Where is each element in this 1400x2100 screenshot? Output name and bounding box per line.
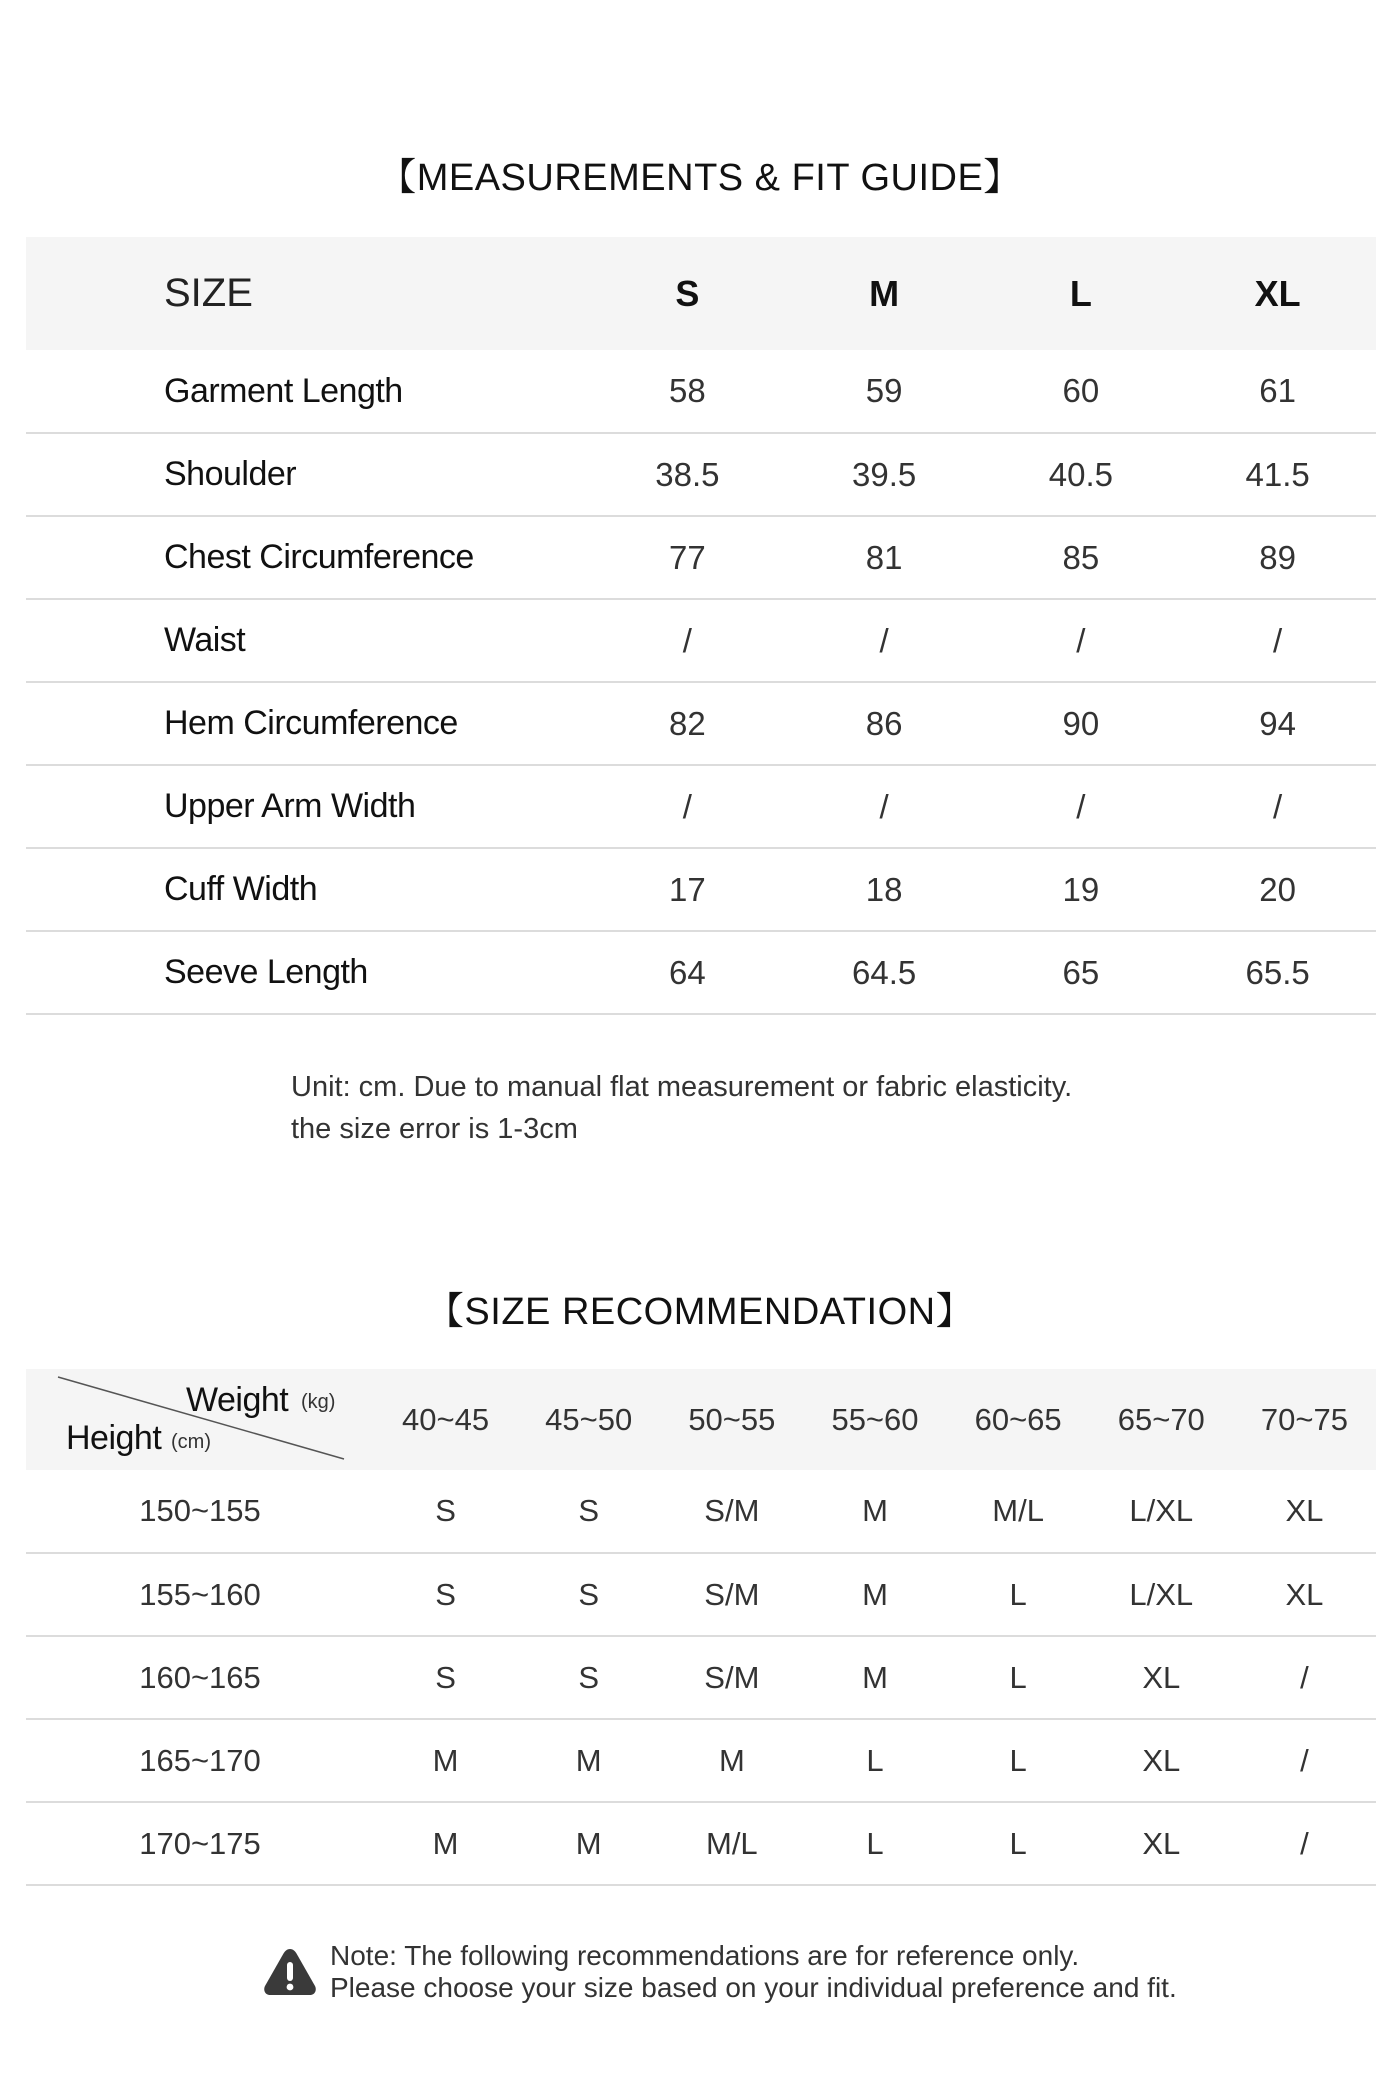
recommended-size: S: [578, 1493, 600, 1528]
recommendation-title: 【SIZE RECOMMENDATION】: [425, 1291, 975, 1333]
measurement-value: /: [1076, 787, 1086, 825]
measurement-value: 81: [865, 538, 903, 576]
measurement-value: 61: [1259, 372, 1296, 409]
reference-note: [262, 1940, 1177, 2004]
recommended-size: L/XL: [1129, 1493, 1194, 1528]
table-row: [26, 931, 1376, 1014]
note-line: Please choose your size based on your individual preference and fit.: [330, 1972, 1177, 2003]
weight-range: 45~50: [545, 1401, 633, 1437]
recommended-size: M/L: [706, 1825, 758, 1861]
measurement-value: 60: [1062, 372, 1100, 409]
height-range: 155~160: [139, 1576, 261, 1612]
measurement-label: Hem Circumference: [164, 704, 458, 742]
size-header: SIZE: [164, 271, 253, 315]
measurements-title: 【MEASUREMENTS & FIT GUIDE】: [378, 157, 1022, 199]
table-row: [26, 1553, 1376, 1636]
measurement-value: /: [1273, 787, 1283, 825]
measurement-value: 58: [669, 372, 706, 409]
measurement-value: 38.5: [655, 455, 720, 493]
recommended-size: M: [862, 1493, 888, 1528]
measurement-value: 86: [865, 704, 903, 742]
recommended-size: S: [435, 1576, 456, 1612]
weight-range: 70~75: [1260, 1401, 1348, 1437]
recommendation-header-row: [26, 1369, 1376, 1470]
recommended-size: M: [718, 1742, 745, 1778]
height-range: 150~155: [139, 1493, 261, 1528]
recommended-size: XL: [1142, 1659, 1181, 1695]
recommended-size: M: [432, 1825, 459, 1861]
measurement-label: Cuff Width: [164, 870, 318, 908]
measurement-value: 59: [865, 372, 903, 409]
recommended-size: S: [578, 1576, 600, 1612]
measurements-table: [26, 237, 1376, 1015]
table-row: [26, 1802, 1376, 1885]
measurements-header-row: [26, 237, 1376, 350]
measurement-value: 65: [1062, 953, 1100, 991]
corner-header: [26, 1369, 374, 1470]
height-label: Height: [66, 1419, 162, 1457]
unit-note: [291, 1066, 1072, 1150]
weight-range: 55~60: [831, 1401, 919, 1437]
table-row: [26, 1470, 1376, 1553]
measurement-label: Chest Circumference: [164, 538, 474, 576]
recommendation-table: [26, 1369, 1376, 1886]
measurement-value: 85: [1062, 538, 1100, 576]
recommended-size: S/M: [704, 1493, 760, 1528]
weight-range: 65~70: [1117, 1401, 1205, 1437]
weight-range: 60~65: [974, 1401, 1062, 1437]
size-col-m: M: [869, 272, 900, 314]
warning-icon: [262, 1946, 318, 1998]
measurement-value: 89: [1259, 538, 1296, 576]
table-row: [26, 350, 1376, 433]
recommended-size: L: [1009, 1576, 1027, 1612]
measurement-value: /: [879, 787, 889, 825]
measurement-value: 39.5: [852, 455, 917, 493]
measurement-label: Seeve Length: [164, 953, 368, 991]
measurement-label: Waist: [164, 621, 246, 659]
measurement-value: 20: [1259, 870, 1296, 908]
measurement-value: /: [1273, 621, 1283, 659]
recommended-size: S/M: [704, 1576, 760, 1612]
measurement-value: /: [682, 787, 692, 825]
recommended-size: M: [862, 1659, 888, 1695]
recommended-size: /: [1300, 1825, 1309, 1861]
unit-note-line: the size error is 1-3cm: [291, 1113, 578, 1145]
recommended-size: XL: [1285, 1493, 1324, 1528]
weight-range: 40~45: [402, 1401, 490, 1437]
recommended-size: L: [1009, 1742, 1027, 1778]
measurement-value: 94: [1259, 704, 1296, 742]
recommended-size: M: [862, 1576, 888, 1612]
recommended-size: S: [578, 1659, 600, 1695]
recommended-size: XL: [1142, 1825, 1181, 1861]
recommended-size: M: [432, 1742, 459, 1778]
recommended-size: L: [866, 1742, 884, 1778]
measurement-value: /: [682, 621, 692, 659]
unit-note-line: Unit: cm. Due to manual flat measurement or fabric elasticity.: [291, 1071, 1073, 1103]
measurement-value: 65.5: [1245, 953, 1310, 991]
height-range: 170~175: [139, 1825, 261, 1861]
measurement-label: Garment Length: [164, 371, 403, 410]
measurement-label: Shoulder: [164, 455, 297, 493]
recommended-size: /: [1300, 1659, 1309, 1695]
recommended-size: M: [575, 1825, 602, 1861]
height-range: 165~170: [139, 1742, 261, 1778]
recommended-size: /: [1300, 1742, 1309, 1778]
recommended-size: S: [435, 1659, 456, 1695]
height-range: 160~165: [139, 1659, 261, 1695]
measurement-value: 17: [669, 870, 706, 908]
recommended-size: S: [435, 1493, 456, 1528]
note-line: Note: The following recommendations are for reference only.: [330, 1940, 1080, 1971]
table-row: [26, 599, 1376, 682]
table-row: [26, 516, 1376, 599]
recommended-size: XL: [1285, 1576, 1324, 1612]
recommended-size: XL: [1142, 1742, 1181, 1778]
measurement-label: Upper Arm Width: [164, 787, 416, 825]
table-row: [26, 848, 1376, 931]
measurement-value: 19: [1062, 870, 1100, 908]
measurement-value: 77: [669, 538, 706, 576]
measurement-value: 64: [669, 953, 706, 991]
measurement-value: 82: [669, 704, 706, 742]
table-row: [26, 433, 1376, 516]
measurement-value: 40.5: [1048, 455, 1113, 493]
recommended-size: L: [1009, 1825, 1027, 1861]
height-unit: (cm): [171, 1431, 211, 1453]
weight-label: Weight: [186, 1381, 289, 1419]
recommended-size: M/L: [992, 1493, 1044, 1528]
table-row: [26, 682, 1376, 765]
measurement-value: 64.5: [852, 953, 917, 991]
measurement-value: 90: [1062, 704, 1100, 742]
measurement-value: /: [879, 621, 889, 659]
weight-range: 50~55: [688, 1401, 776, 1437]
recommended-size: L/XL: [1129, 1576, 1194, 1612]
measurement-value: 41.5: [1245, 455, 1310, 493]
recommended-size: S/M: [704, 1659, 760, 1695]
recommended-size: L: [866, 1825, 884, 1861]
measurement-value: 18: [865, 870, 903, 908]
size-col-xl: XL: [1254, 272, 1301, 314]
table-row: [26, 1636, 1376, 1719]
weight-unit: (kg): [301, 1391, 336, 1413]
table-row: [26, 1719, 1376, 1802]
size-col-s: S: [675, 272, 700, 314]
size-col-l: L: [1069, 272, 1092, 314]
table-row: [26, 765, 1376, 848]
recommended-size: L: [1009, 1659, 1027, 1695]
note-text: [330, 1940, 1177, 2004]
measurement-value: /: [1076, 621, 1086, 659]
recommended-size: M: [575, 1742, 602, 1778]
